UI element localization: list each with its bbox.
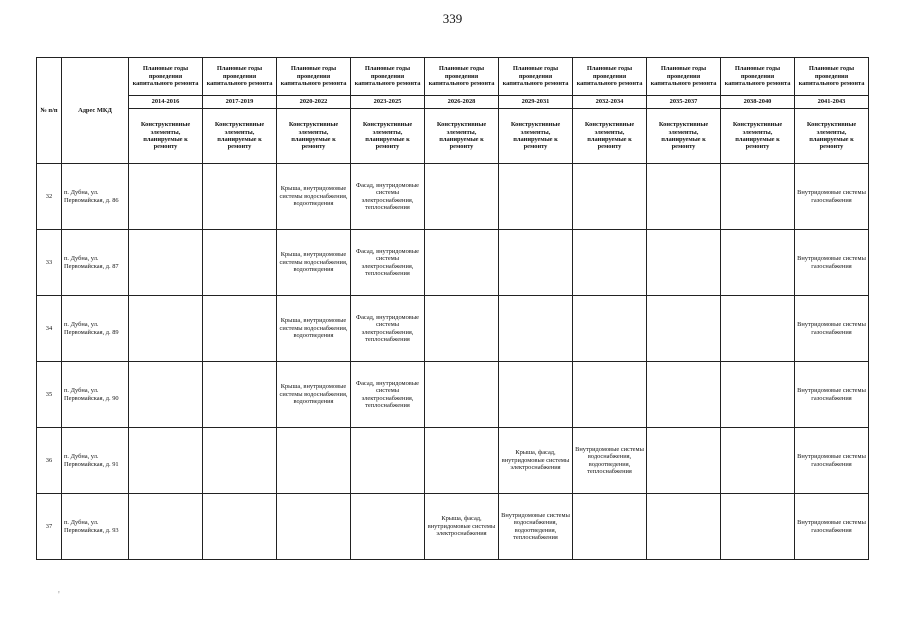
- table-row: [37, 230, 869, 296]
- header-years-2: Плановые годы проведения капитального ремонта: [277, 58, 351, 96]
- cell-elements: [425, 362, 499, 428]
- cell-elements: Крыша, внутридомовые системы водоснабжения, водоотведения: [277, 164, 351, 230]
- header-period-1: 2017-2019: [203, 96, 277, 109]
- table-row: [37, 164, 869, 230]
- cell-elements: [721, 296, 795, 362]
- table-row: [37, 362, 869, 428]
- cell-elements: [203, 428, 277, 494]
- cell-elements: [721, 164, 795, 230]
- cell-elements: [499, 230, 573, 296]
- table-row: [37, 494, 869, 560]
- row-address: п. Дубна, ул. Первомайская, д. 86: [62, 164, 129, 230]
- cell-elements: Крыша, внутридомовые системы водоснабжения, водоотведения: [277, 362, 351, 428]
- cell-elements: [721, 362, 795, 428]
- cell-elements: [425, 296, 499, 362]
- cell-elements: [425, 428, 499, 494]
- row-address: п. Дубна, ул. Первомайская, д. 91: [62, 428, 129, 494]
- cell-elements: [129, 296, 203, 362]
- cell-elements: [573, 230, 647, 296]
- header-elements-8: Конструктивные элементы, планируемые к ремонту: [721, 109, 795, 164]
- header-period-6: 2032-2034: [573, 96, 647, 109]
- cell-elements: Внутридомовые системы газоснабжения: [795, 164, 869, 230]
- table-row: [37, 296, 869, 362]
- header-num: № п/п: [37, 58, 62, 164]
- row-address: п. Дубна, ул. Первомайская, д. 87: [62, 230, 129, 296]
- row-number: 34: [37, 296, 62, 362]
- row-address: п. Дубна, ул. Первомайская, д. 89: [62, 296, 129, 362]
- cell-elements: [721, 230, 795, 296]
- header-years-7: Плановые годы проведения капитального ремонта: [647, 58, 721, 96]
- cell-elements: Внутридомовые системы газоснабжения: [795, 494, 869, 560]
- cell-elements: [203, 296, 277, 362]
- cell-elements: [277, 428, 351, 494]
- row-number: 35: [37, 362, 62, 428]
- cell-elements: [129, 428, 203, 494]
- row-address: п. Дубна, ул. Первомайская, д. 90: [62, 362, 129, 428]
- header-years-0: Плановые годы проведения капитального ремонта: [129, 58, 203, 96]
- table-row: [37, 428, 869, 494]
- row-number: 32: [37, 164, 62, 230]
- cell-elements: [647, 296, 721, 362]
- cell-elements: [129, 230, 203, 296]
- cell-elements: [129, 494, 203, 560]
- cell-elements: Внутридомовые системы газоснабжения: [795, 428, 869, 494]
- cell-elements: [351, 428, 425, 494]
- row-number: 33: [37, 230, 62, 296]
- cell-elements: [203, 362, 277, 428]
- cell-elements: Фасад, внутридомовые системы электроснабжения, теплоснабжения: [351, 296, 425, 362]
- cell-elements: [277, 494, 351, 560]
- header-years-1: Плановые годы проведения капитального ремонта: [203, 58, 277, 96]
- cell-elements: Крыша, фасад, внутридомовые системы электроснабжения: [425, 494, 499, 560]
- header-elements-5: Конструктивные элементы, планируемые к ремонту: [499, 109, 573, 164]
- header-period-8: 2038-2040: [721, 96, 795, 109]
- cell-elements: [203, 230, 277, 296]
- cell-elements: Внутридомовые системы водоснабжения, водоотведения, теплоснабжения: [573, 428, 647, 494]
- cell-elements: [203, 494, 277, 560]
- cell-elements: [499, 296, 573, 362]
- cell-elements: Крыша, внутридомовые системы водоснабжения, водоотведения: [277, 296, 351, 362]
- stray-mark: ': [58, 590, 60, 601]
- header-period-7: 2035-2037: [647, 96, 721, 109]
- header-period-9: 2041-2043: [795, 96, 869, 109]
- cell-elements: [129, 362, 203, 428]
- cell-elements: [203, 164, 277, 230]
- cell-elements: Внутридомовые системы газоснабжения: [795, 362, 869, 428]
- cell-elements: [351, 494, 425, 560]
- header-years-4: Плановые годы проведения капитального ремонта: [425, 58, 499, 96]
- cell-elements: [129, 164, 203, 230]
- cell-elements: Внутридомовые системы газоснабжения: [795, 230, 869, 296]
- page-number: 339: [442, 11, 463, 26]
- row-number: 36: [37, 428, 62, 494]
- cell-elements: Крыша, внутридомовые системы водоснабжения, водоотведения: [277, 230, 351, 296]
- header-elements-9: Конструктивные элементы, планируемые к ремонту: [795, 109, 869, 164]
- header-period-2: 2020-2022: [277, 96, 351, 109]
- header-elements-6: Конструктивные элементы, планируемые к ремонту: [573, 109, 647, 164]
- repair-schedule-table: [36, 57, 869, 560]
- cell-elements: [721, 494, 795, 560]
- cell-elements: [425, 164, 499, 230]
- header-elements-2: Конструктивные элементы, планируемые к ремонту: [277, 109, 351, 164]
- cell-elements: Фасад, внутридомовые системы электроснабжения, теплоснабжения: [351, 362, 425, 428]
- cell-elements: [647, 494, 721, 560]
- header-elements-4: Конструктивные элементы, планируемые к ремонту: [425, 109, 499, 164]
- header-years-3: Плановые годы проведения капитального ремонта: [351, 58, 425, 96]
- header-period-5: 2029-2031: [499, 96, 573, 109]
- cell-elements: [647, 230, 721, 296]
- header-years-6: Плановые годы проведения капитального ремонта: [573, 58, 647, 96]
- row-number: 37: [37, 494, 62, 560]
- header-address: Адрес МКД: [62, 58, 129, 164]
- header-years-9: Плановые годы проведения капитального ремонта: [795, 58, 869, 96]
- cell-elements: Внутридомовые системы водоснабжения, водоотведения, теплоснабжения: [499, 494, 573, 560]
- header-period-4: 2026-2028: [425, 96, 499, 109]
- cell-elements: Фасад, внутридомовые системы электроснабжения, теплоснабжения: [351, 230, 425, 296]
- header-elements-7: Конструктивные элементы, планируемые к ремонту: [647, 109, 721, 164]
- header-elements-0: Конструктивные элементы, планируемые к ремонту: [129, 109, 203, 164]
- cell-elements: [573, 164, 647, 230]
- header-years-5: Плановые годы проведения капитального ремонта: [499, 58, 573, 96]
- cell-elements: [573, 296, 647, 362]
- header-years-8: Плановые годы проведения капитального ремонта: [721, 58, 795, 96]
- cell-elements: [647, 362, 721, 428]
- header-elements-1: Конструктивные элементы, планируемые к ремонту: [203, 109, 277, 164]
- cell-elements: [647, 164, 721, 230]
- cell-elements: [425, 230, 499, 296]
- cell-elements: Фасад, внутридомовые системы электроснабжения, теплоснабжения: [351, 164, 425, 230]
- cell-elements: [573, 362, 647, 428]
- row-address: п. Дубна, ул. Первомайская, д. 93: [62, 494, 129, 560]
- header-elements-3: Конструктивные элементы, планируемые к ремонту: [351, 109, 425, 164]
- cell-elements: Внутридомовые системы газоснабжения: [795, 296, 869, 362]
- header-period-3: 2023-2025: [351, 96, 425, 109]
- cell-elements: [647, 428, 721, 494]
- cell-elements: [499, 164, 573, 230]
- cell-elements: Крыша, фасад, внутридомовые системы электроснабжения: [499, 428, 573, 494]
- header-period-0: 2014-2016: [129, 96, 203, 109]
- cell-elements: [721, 428, 795, 494]
- cell-elements: [573, 494, 647, 560]
- cell-elements: [499, 362, 573, 428]
